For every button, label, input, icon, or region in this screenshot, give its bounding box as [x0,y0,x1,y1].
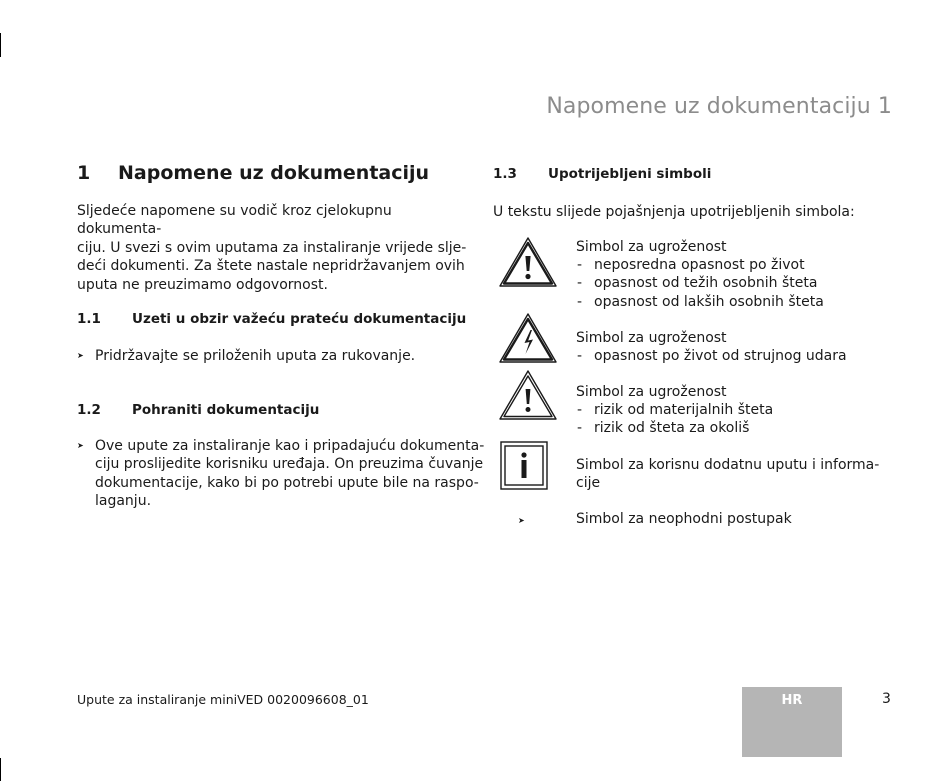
intro-line: ciju. U svezi s ovim uputama za instaliranje vrijede slje- [77,239,467,256]
symbol-3-description [576,383,773,438]
step-arrow-icon: ➤ [518,516,525,525]
step-arrow-icon: ➤ [77,351,84,360]
list-item: - opasnost od lakših osobnih šteta [577,293,824,310]
step-hand-over-docs [77,437,495,511]
intro-line: uputa ne preuzimamo odgovornost. [77,276,328,293]
section-1-2-title: Pohraniti dokumentaciju [132,402,320,418]
caution-triangle-icon [499,370,557,420]
section-1-title: Napomene uz dokumentaciju [118,162,430,184]
section-1-intro [77,202,477,294]
symbol-2-description [576,329,847,365]
list-item: - opasnost po život od strujnog udara [577,348,847,365]
section-1-1-number: 1.1 [77,311,101,327]
running-head: Napomene uz dokumentaciju 1 [546,94,892,119]
list-item: - rizik od šteta za okoliš [577,420,750,437]
symbol-title-line: Simbol za korisnu dodatnu uputu i informa- [576,457,880,473]
footer-document-id: Upute za instaliranje miniVED 0020096608_01 [77,692,369,707]
symbol-list [576,347,847,365]
symbol-title: Simbol za neophodni postupak [576,511,792,527]
symbol-title: Simbol za ugroženost [576,384,727,400]
symbols-intro: U tekstu slijede pojašnjenja upotrijebljenih simbola: [493,204,855,220]
step-line: laganju. [95,493,152,510]
symbol-4-description [576,456,879,492]
section-1-3-heading [493,166,711,182]
page-number: 3 [882,691,891,707]
list-item: - rizik od materijalnih šteta [577,402,774,419]
section-1-2-number: 1.2 [77,402,101,418]
intro-line: deći dokumenti. Za štete nastale nepridržavanjem ovih [77,258,465,275]
section-1-1-heading [77,311,466,327]
warning-triangle-icon [499,237,557,287]
symbol-title: Simbol za ugroženost [576,239,727,255]
section-1-number: 1 [77,162,91,184]
section-1-3-title: Upotrijebljeni simboli [548,166,712,182]
symbol-list [576,256,824,311]
crop-mark-bottom [0,758,1,781]
electric-shock-warning-icon [499,313,557,363]
intro-line: Sljedeće napomene su vodič kroz cjelokupnu dokumenta- [77,203,392,238]
symbol-title-line: cije [576,475,601,492]
symbol-1-description [576,238,824,311]
symbol-title: Simbol za ugroženost [576,330,727,346]
section-1-3-number: 1.3 [493,166,517,182]
section-1-2-heading [77,402,319,418]
step-keep-manuals [77,347,495,365]
section-1-1-title: Uzeti u obzir važeću prateću dokumentaciju [132,311,467,327]
list-item: - neposredna opasnost po život [577,257,805,274]
list-item: - opasnost od težih osobnih šteta [577,275,818,292]
step-line: dokumentacije, kako bi po potrebi upute bile na raspo- [95,474,479,491]
step-line: Ove upute za instaliranje kao i pripadajuću dokumenta- [95,438,485,454]
symbol-5-description [576,510,792,528]
crop-mark-top [0,33,1,57]
info-icon [500,441,548,490]
language-label: HR [781,693,803,708]
step-line: ciju proslijedite korisniku uređaja. On preuzima čuvanje [95,456,484,473]
step-arrow-icon: ➤ [77,441,84,450]
step-text: Pridržavajte se priloženih uputa za rukovanje. [95,348,416,364]
section-1-heading [77,162,429,184]
symbol-list [576,401,773,437]
language-tab [742,687,842,757]
